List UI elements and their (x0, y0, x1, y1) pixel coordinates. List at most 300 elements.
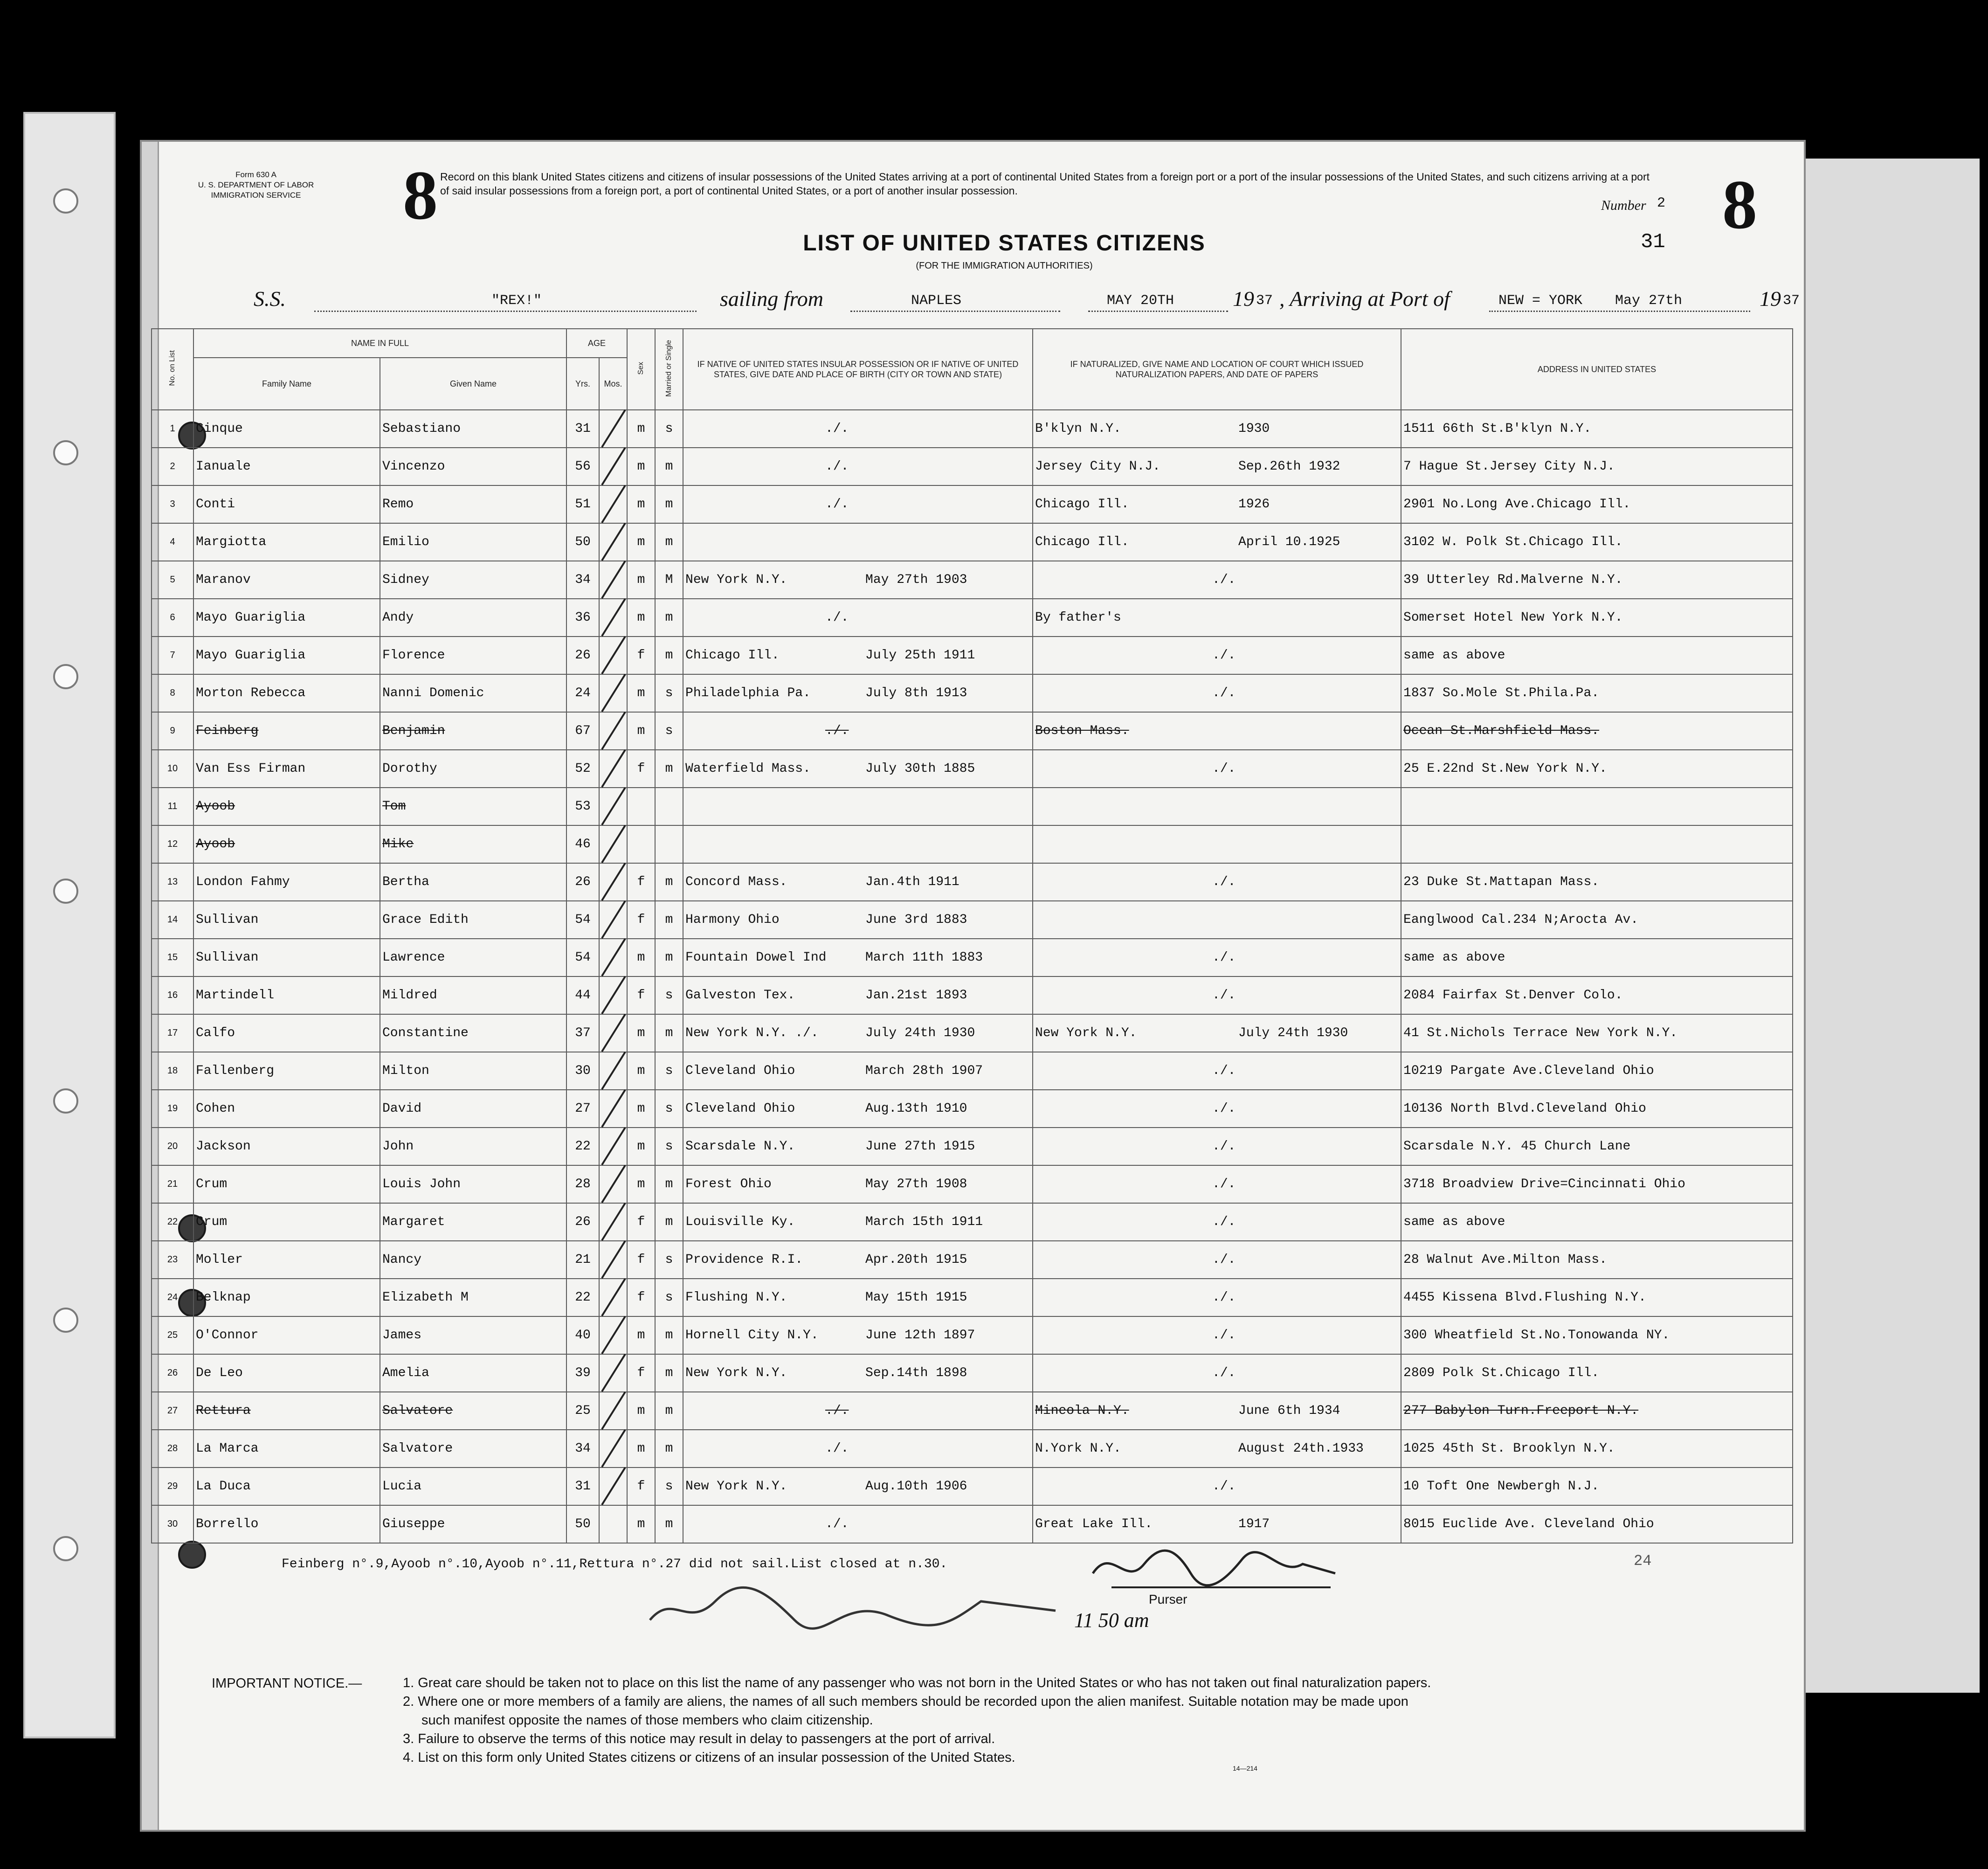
family-name: Morton Rebecca (193, 674, 380, 712)
birth-cell (683, 788, 1033, 825)
birth-date: June 3rd 1883 (865, 913, 967, 927)
age-years: 34 (566, 561, 599, 599)
check-mark-icon (600, 974, 628, 1016)
birth-cell (683, 939, 1033, 976)
row-number: 19 (152, 1090, 193, 1128)
age-months (599, 410, 627, 448)
marital-status: m (655, 1354, 683, 1392)
notice-item: 2. Where one or more members of a family are aliens, the names of all such members should be recorded upon the alien manifest. Suitable notation may be made upon (403, 1694, 1408, 1709)
birth-date: July 24th 1930 (865, 1026, 975, 1040)
check-mark-icon (600, 1427, 628, 1469)
address (1401, 825, 1793, 863)
age-years: 56 (566, 448, 599, 485)
marital-status: s (655, 1468, 683, 1505)
age-months (599, 1392, 627, 1430)
birth-date: Aug.13th 1910 (865, 1101, 967, 1116)
birth-cell (683, 901, 1033, 939)
birth-date: July 25th 1911 (865, 648, 975, 663)
arriving-label: , Arriving at Port of (1279, 287, 1450, 311)
row-number: 12 (152, 825, 193, 863)
check-mark-icon (600, 672, 628, 714)
check-mark-icon (600, 785, 628, 827)
naturalization-court: ./. (1212, 950, 1236, 965)
marital-status: m (655, 1165, 683, 1203)
table-row (152, 1505, 1793, 1543)
punch-hole (53, 1308, 78, 1333)
binder-hole (178, 1541, 206, 1569)
family-name: Sullivan (193, 901, 380, 939)
given-name: Dorothy (380, 750, 566, 788)
marital-status: s (655, 1128, 683, 1165)
marital-status: s (655, 410, 683, 448)
naturalization-cell (1033, 901, 1401, 939)
col-address: ADDRESS IN UNITED STATES (1401, 329, 1793, 410)
given-name: Margaret (380, 1203, 566, 1241)
row-number: 15 (152, 939, 193, 976)
table-row (152, 825, 1793, 863)
notice-title: IMPORTANT NOTICE.— (212, 1676, 362, 1691)
number-label: Number (1601, 198, 1646, 213)
col-no: No. on List (152, 329, 193, 410)
family-name: Borrello (193, 1505, 380, 1543)
age-years: 25 (566, 1392, 599, 1430)
sex: m (627, 485, 655, 523)
marital-status: m (655, 637, 683, 674)
birth-cell (683, 410, 1033, 448)
address: 277 Babylon Turn.Freeport N.Y. (1401, 1392, 1793, 1430)
age-years: 28 (566, 1165, 599, 1203)
naturalization-court: ./. (1212, 1064, 1236, 1078)
given-name: Sidney (380, 561, 566, 599)
voyage-line (249, 286, 1800, 314)
table-row (152, 674, 1793, 712)
table-row (152, 1241, 1793, 1279)
given-name: Milton (380, 1052, 566, 1090)
family-name: La Duca (193, 1468, 380, 1505)
naturalization-cell (1033, 1354, 1401, 1392)
family-name: Mayo Guariglia (193, 599, 380, 637)
check-mark-icon (600, 1314, 628, 1356)
birth-place: New York N.Y. (685, 1479, 787, 1494)
row-number: 21 (152, 1165, 193, 1203)
family-name: Belknap (193, 1279, 380, 1316)
col-given-name: Given Name (380, 358, 566, 410)
given-name: Nanni Domenic (380, 674, 566, 712)
table-row (152, 901, 1793, 939)
sex: m (627, 1430, 655, 1468)
address: 28 Walnut Ave.Milton Mass. (1401, 1241, 1793, 1279)
address: 3718 Broadview Drive=Cincinnati Ohio (1401, 1165, 1793, 1203)
row-number: 29 (152, 1468, 193, 1505)
form-number: Form 630 A (235, 170, 276, 179)
check-mark-icon (600, 408, 628, 450)
service: IMMIGRATION SERVICE (211, 191, 301, 200)
naturalization-cell (1033, 750, 1401, 788)
address: 1511 66th St.B'klyn N.Y. (1401, 410, 1793, 448)
age-months (599, 750, 627, 788)
time-note: 11 50 am (1074, 1609, 1149, 1632)
given-name: Emilio (380, 523, 566, 561)
row-number: 27 (152, 1392, 193, 1430)
birth-place: Chicago Ill. (685, 648, 780, 663)
check-mark-icon (600, 899, 628, 941)
sex: m (627, 939, 655, 976)
naturalization-court: Jersey City N.J. (1035, 459, 1160, 474)
row-number: 18 (152, 1052, 193, 1090)
col-birth: IF NATIVE OF UNITED STATES INSULAR POSSESSION OR IF NATIVE OF UNITED STATES, GIVE DATE AND PLACE OF BIRTH (CITY OR TOWN AND STATE) (683, 329, 1033, 410)
check-mark-icon (600, 710, 628, 752)
check-mark-icon (600, 1050, 628, 1092)
naturalization-cell (1033, 410, 1401, 448)
col-yrs: Yrs. (566, 358, 599, 410)
check-mark-icon (600, 1087, 628, 1129)
check-mark-icon (600, 823, 628, 865)
check-mark-icon (600, 1163, 628, 1205)
birth-date: March 15th 1911 (865, 1215, 983, 1229)
sex: m (627, 1316, 655, 1354)
punch-hole (53, 1536, 78, 1561)
punch-hole (53, 188, 78, 214)
birth-date: May 15th 1915 (865, 1290, 967, 1305)
list-title: LIST OF UNITED STATES CITIZENS (803, 231, 1206, 256)
birth-cell (683, 1128, 1033, 1165)
age-years: 31 (566, 1468, 599, 1505)
birth-place: New York N.Y. (685, 1366, 787, 1380)
birth-place: Cleveland Ohio (685, 1101, 795, 1116)
age-months (599, 1279, 627, 1316)
marital-status: m (655, 485, 683, 523)
given-name: Andy (380, 599, 566, 637)
check-mark-icon (600, 1276, 628, 1318)
sex: m (627, 599, 655, 637)
sailing-label: sailing from (720, 287, 823, 311)
age-months (599, 485, 627, 523)
family-name: Ayoob (193, 825, 380, 863)
row-number: 24 (152, 1279, 193, 1316)
col-name-in-full: NAME IN FULL (193, 329, 566, 358)
naturalization-date: 1917 (1238, 1517, 1270, 1531)
age-months (599, 1128, 627, 1165)
sex: f (627, 637, 655, 674)
birth-date: July 30th 1885 (865, 761, 975, 776)
age-months (599, 523, 627, 561)
age-years: 31 (566, 410, 599, 448)
naturalization-court: ./. (1212, 1366, 1236, 1380)
address: 4455 Kissena Blvd.Flushing N.Y. (1401, 1279, 1793, 1316)
age-months (599, 863, 627, 901)
birth-place: New York N.Y. (685, 573, 787, 587)
birth-place: Forest Ohio (685, 1177, 772, 1191)
birth-cell (683, 485, 1033, 523)
age-months (599, 1316, 627, 1354)
birth-date: May 27th 1908 (865, 1177, 967, 1191)
handwritten-signature (645, 1583, 1065, 1634)
row-number: 25 (152, 1316, 193, 1354)
table-row (152, 1316, 1793, 1354)
naturalization-court: ./. (1212, 573, 1236, 587)
sex: f (627, 863, 655, 901)
address: 2809 Polk St.Chicago Ill. (1401, 1354, 1793, 1392)
page-count: 24 (1634, 1552, 1652, 1570)
form-issuer (186, 170, 326, 201)
table-row (152, 1203, 1793, 1241)
marital-status: m (655, 1014, 683, 1052)
marital-status: s (655, 712, 683, 750)
punch-hole (53, 1088, 78, 1114)
naturalization-cell (1033, 712, 1401, 750)
birth-date: Jan.21st 1893 (865, 988, 967, 1003)
naturalization-date: April 10.1925 (1238, 535, 1340, 549)
family-name: O'Connor (193, 1316, 380, 1354)
row-number: 9 (152, 712, 193, 750)
address: same as above (1401, 939, 1793, 976)
year-to: 37 (1783, 293, 1800, 309)
birth-cell (683, 1430, 1033, 1468)
age-months (599, 976, 627, 1014)
family-name: Mayo Guariglia (193, 637, 380, 674)
row-number: 5 (152, 561, 193, 599)
address: 7 Hague St.Jersey City N.J. (1401, 448, 1793, 485)
col-sex: Sex (627, 329, 655, 410)
check-mark-icon (600, 1125, 628, 1167)
naturalization-cell (1033, 599, 1401, 637)
marital-status: s (655, 976, 683, 1014)
col-age: AGE (566, 329, 627, 358)
birth-place: Concord Mass. (685, 875, 787, 889)
sex: m (627, 1052, 655, 1090)
manifest-page (140, 140, 1806, 1832)
naturalization-date: July 24th 1930 (1238, 1026, 1348, 1040)
birth-place: Scarsdale N.Y. (685, 1139, 795, 1154)
naturalization-cell (1033, 825, 1401, 863)
punch-hole (53, 440, 78, 465)
table-row (152, 1014, 1793, 1052)
birth-place: ./. (825, 610, 849, 625)
given-name: James (380, 1316, 566, 1354)
table-row (152, 1090, 1793, 1128)
port-from: NAPLES (911, 293, 962, 309)
naturalization-cell (1033, 1279, 1401, 1316)
given-name: Lawrence (380, 939, 566, 976)
naturalization-court: By father's (1035, 610, 1121, 625)
table-row (152, 523, 1793, 561)
marital-status: m (655, 1316, 683, 1354)
naturalization-cell (1033, 1052, 1401, 1090)
table-row (152, 1279, 1793, 1316)
naturalization-cell (1033, 1128, 1401, 1165)
row-number: 3 (152, 485, 193, 523)
given-name: Amelia (380, 1354, 566, 1392)
check-mark-icon (600, 1352, 628, 1394)
birth-place: ./. (825, 1517, 849, 1531)
given-name: Louis John (380, 1165, 566, 1203)
age-months (599, 1354, 627, 1392)
row-number: 2 (152, 448, 193, 485)
birth-date: March 28th 1907 (865, 1064, 983, 1078)
punch-hole (53, 879, 78, 904)
marital-status: m (655, 1392, 683, 1430)
birth-date: Sep.14th 1898 (865, 1366, 967, 1380)
given-name: Grace Edith (380, 901, 566, 939)
sex: m (627, 674, 655, 712)
given-name: Salvatore (380, 1430, 566, 1468)
marital-status: m (655, 599, 683, 637)
age-months (599, 939, 627, 976)
family-name: Calfo (193, 1014, 380, 1052)
naturalization-court: ./. (1212, 875, 1236, 889)
naturalization-court: Boston Mass. (1035, 724, 1129, 738)
birth-place: ./. (825, 1404, 849, 1418)
facing-page (1800, 159, 1980, 1693)
naturalization-court: ./. (1212, 1479, 1236, 1494)
sex: f (627, 1468, 655, 1505)
age-years: 26 (566, 1203, 599, 1241)
sex: m (627, 448, 655, 485)
table-row (152, 410, 1793, 448)
birth-date: Aug.10th 1906 (865, 1479, 967, 1494)
list-subtitle: (FOR THE IMMIGRATION AUTHORITIES) (916, 261, 1093, 271)
naturalization-cell (1033, 674, 1401, 712)
marital-status: s (655, 1090, 683, 1128)
naturalization-date: 1926 (1238, 497, 1270, 512)
col-mos: Mos. (599, 358, 627, 410)
age-months (599, 448, 627, 485)
row-number: 23 (152, 1241, 193, 1279)
address: 2084 Fairfax St.Denver Colo. (1401, 976, 1793, 1014)
col-family-name: Family Name (193, 358, 380, 410)
family-name: Fallenberg (193, 1052, 380, 1090)
age-years: 39 (566, 1354, 599, 1392)
check-mark-icon (600, 559, 628, 601)
form-instructions: Record on this blank United States citizens and citizens of insular possessions of the United States arriving at a port of continental United States from a foreign port or a port of the insular possessions of the United States, and such citizens arriving at a port of said insular possessions from a foreign port, a port of continental United States, or a port of another insular possession. (440, 171, 1650, 197)
birth-place: Harmony Ohio (685, 913, 780, 927)
naturalization-cell (1033, 939, 1401, 976)
marital-status: m (655, 863, 683, 901)
birth-cell (683, 448, 1033, 485)
age-years: 22 (566, 1279, 599, 1316)
birth-date: Apr.20th 1915 (865, 1253, 967, 1267)
family-name: Crum (193, 1165, 380, 1203)
given-name: Remo (380, 485, 566, 523)
sex: f (627, 1279, 655, 1316)
birth-place: Fountain Dowel Ind (685, 950, 827, 965)
family-name: La Marca (193, 1430, 380, 1468)
sex: m (627, 523, 655, 561)
birth-cell (683, 561, 1033, 599)
address: 25 E.22nd St.New York N.Y. (1401, 750, 1793, 788)
birth-cell (683, 863, 1033, 901)
age-months (599, 1430, 627, 1468)
sex: f (627, 976, 655, 1014)
birth-place: ./. (825, 497, 849, 512)
age-months (599, 561, 627, 599)
naturalization-date: Sep.26th 1932 (1238, 459, 1340, 474)
naturalization-court: ./. (1212, 1215, 1236, 1229)
age-months (599, 1505, 627, 1543)
marital-status: M (655, 561, 683, 599)
age-years: 21 (566, 1241, 599, 1279)
family-name: Feinberg (193, 712, 380, 750)
given-name: Salvatore (380, 1392, 566, 1430)
naturalization-court: ./. (1212, 1177, 1236, 1191)
age-months (599, 1014, 627, 1052)
row-number: 6 (152, 599, 193, 637)
row-number: 22 (152, 1203, 193, 1241)
family-name: Crum (193, 1203, 380, 1241)
sex: m (627, 1128, 655, 1165)
address: same as above (1401, 1203, 1793, 1241)
age-months (599, 825, 627, 863)
naturalization-cell (1033, 1090, 1401, 1128)
punch-hole (53, 664, 78, 689)
address: 41 St.Nichols Terrace New York N.Y. (1401, 1014, 1793, 1052)
age-months (599, 1203, 627, 1241)
table-row (152, 1468, 1793, 1505)
age-years: 67 (566, 712, 599, 750)
birth-place: Galveston Tex. (685, 988, 795, 1003)
purser-signature (1084, 1541, 1345, 1592)
check-mark-icon (600, 936, 628, 978)
birth-place: New York N.Y. ./. (685, 1026, 819, 1040)
given-name: David (380, 1090, 566, 1128)
sex: m (627, 1090, 655, 1128)
sex (627, 788, 655, 825)
row-number: 28 (152, 1430, 193, 1468)
birth-cell (683, 599, 1033, 637)
check-mark-icon (600, 1201, 628, 1243)
age-years: 30 (566, 1052, 599, 1090)
page-mark-right: 8 (1722, 166, 1757, 243)
birth-cell (683, 1392, 1033, 1430)
birth-cell (683, 1468, 1033, 1505)
port-to: NEW = YORK (1498, 293, 1583, 309)
naturalization-court: ./. (1212, 761, 1236, 776)
age-months (599, 674, 627, 712)
birth-cell (683, 1203, 1033, 1241)
sex: m (627, 561, 655, 599)
date-from: MAY 20TH (1107, 293, 1174, 309)
birth-place: Providence R.I. (685, 1253, 803, 1267)
row-number: 17 (152, 1014, 193, 1052)
marital-status: m (655, 1430, 683, 1468)
row-number: 16 (152, 976, 193, 1014)
age-months (599, 1052, 627, 1090)
table-row (152, 448, 1793, 485)
birth-date: March 11th 1883 (865, 950, 983, 965)
marital-status: s (655, 1279, 683, 1316)
birth-cell (683, 1090, 1033, 1128)
family-name: London Fahmy (193, 863, 380, 901)
year-from: 37 (1256, 293, 1273, 309)
sheet-number: 31 (1641, 230, 1665, 254)
row-number: 8 (152, 674, 193, 712)
ship-name: "REX!" (491, 293, 542, 309)
age-years: 46 (566, 825, 599, 863)
naturalization-date: August 24th.1933 (1238, 1441, 1364, 1456)
birth-cell (683, 674, 1033, 712)
address (1401, 788, 1793, 825)
naturalization-cell (1033, 1241, 1401, 1279)
age-years: 51 (566, 485, 599, 523)
naturalization-cell (1033, 561, 1401, 599)
marital-status: m (655, 448, 683, 485)
notice-list (403, 1674, 1755, 1767)
family-name: Margiotta (193, 523, 380, 561)
given-name: Sebastiano (380, 410, 566, 448)
naturalization-court: ./. (1212, 1101, 1236, 1116)
age-months (599, 1165, 627, 1203)
marital-status: s (655, 1052, 683, 1090)
